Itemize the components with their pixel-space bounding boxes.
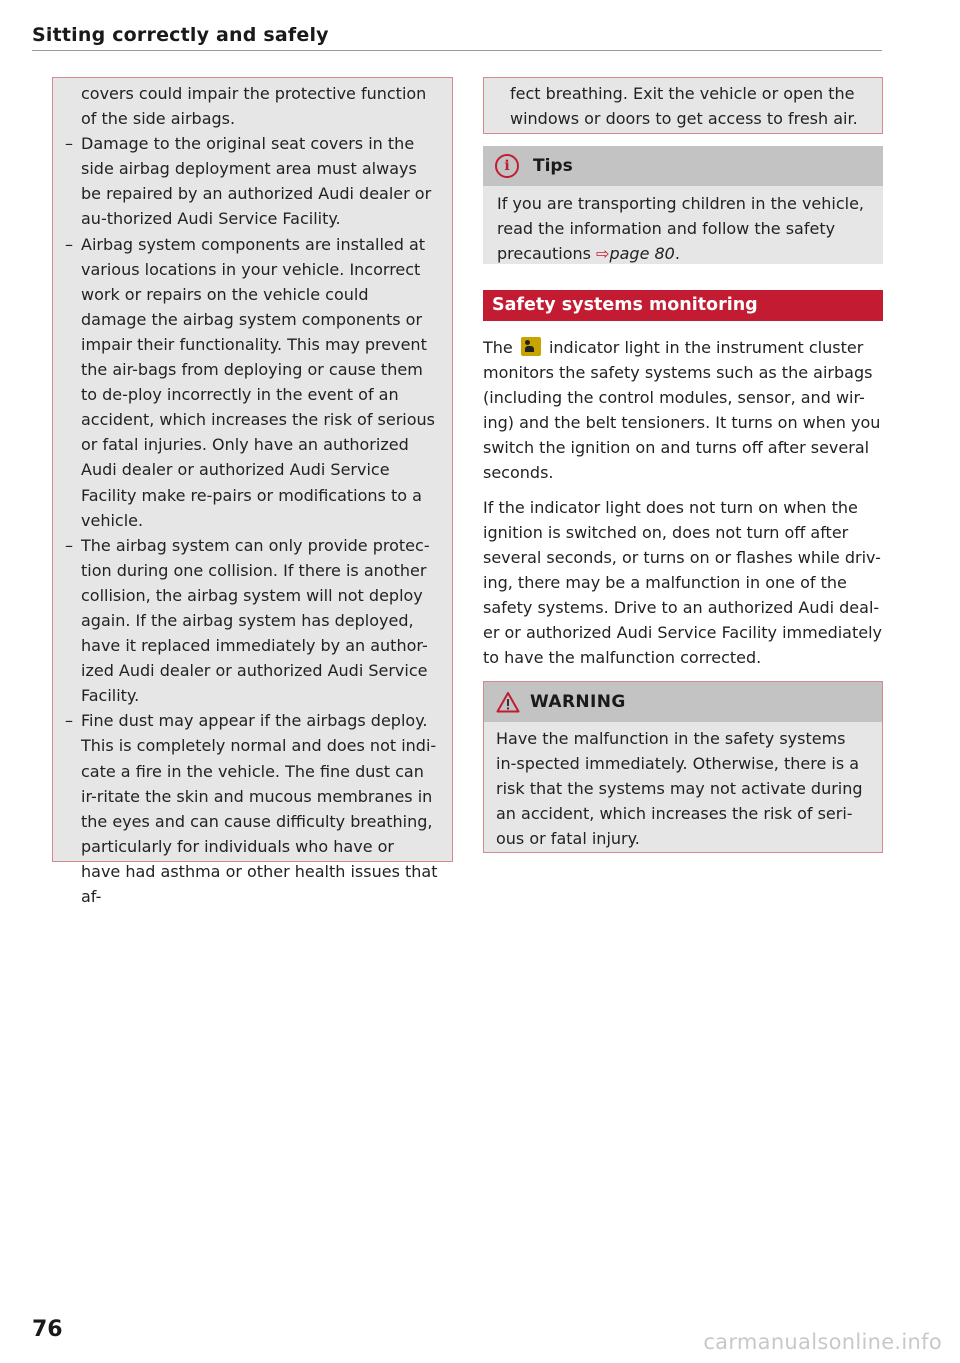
- page-number: 76: [32, 1317, 63, 1342]
- tips-text: If you are transporting children in the vehicle, read the information and follow the safety precautions: [497, 194, 865, 263]
- warning-header: [484, 682, 882, 722]
- section-heading: Safety systems monitoring: [483, 290, 883, 321]
- page-ref-arrow-icon: ⇨: [596, 244, 610, 263]
- box-intro-text: covers could impair the protective function of the side airbags.: [81, 84, 427, 129]
- airbag-indicator-icon: [521, 337, 541, 356]
- section-paragraph-1: [483, 335, 883, 485]
- header-divider: [32, 50, 882, 51]
- paragraph-lead: The: [483, 338, 513, 357]
- tips-end: .: [674, 244, 680, 263]
- warning-body: Have the malfunction in the safety systems in-spected immediately. Otherwise, there is a risk that the systems may not activate during an accident, which increases the risk of seri-ous or fatal injury.: [496, 729, 863, 848]
- tips-title: Tips: [533, 156, 573, 176]
- page-reference-link[interactable]: page 80: [609, 244, 675, 263]
- watermark-text: carmanualsonline.info: [703, 1330, 942, 1354]
- warning-bullet-list: [65, 131, 438, 909]
- warning-title: WARNING: [530, 692, 626, 712]
- list-item: – Airbag system components are installed at various locations in your vehicle. Incorrect work or repairs on the vehicle could damage the airbag system components or impair their functionality. This may prevent the air-bags from deploying or cause them to de-ploy incorrectly in the event of an accident, which increases the risk of serious or fatal injuries. Only have an authorized Audi dealer or authorized Audi Service Facility make re-pairs or modifications to a vehicle.: [65, 232, 438, 533]
- warning-continuation-box-left: [52, 77, 453, 906]
- tips-header: [483, 146, 883, 186]
- tips-body: [483, 186, 883, 266]
- warning-box: [483, 681, 883, 853]
- list-item: – Fine dust may appear if the airbags deploy. This is completely normal and does not indi-cate a fire in the vehicle. The fine dust can ir-ritate the skin and mucous membranes in the eyes and can cause difficulty breathing, particularly for individuals who have or have had asthma or other health issues that af-: [65, 708, 438, 909]
- paragraph-rest: indicator light in the instrument cluster monitors the safety systems such as the airbags (including the control modules, sensor, and wir-ing) and the belt tensioners. It turns on when you switch the ignition on and turns off after several seconds.: [483, 338, 881, 482]
- tips-box: [483, 146, 883, 264]
- list-item: – The airbag system can only provide protec-tion during one collision. If there is another collision, the airbag system will not deploy again. If the airbag system has deployed, have it replaced immediately by an author-ized Audi dealer or authorized Audi Service Facility.: [65, 533, 438, 709]
- list-item: – Damage to the original seat covers in the side airbag deployment area must always be repaired by an authorized Audi dealer or au-thorized Audi Service Facility.: [65, 131, 438, 231]
- continuation-text: fect breathing. Exit the vehicle or open the windows or doors to get access to fresh air.: [510, 84, 858, 129]
- warning-continuation-box-right: [483, 77, 883, 134]
- page-header-title: Sitting correctly and safely: [32, 24, 329, 46]
- warning-triangle-icon: [496, 691, 520, 713]
- info-icon: i: [495, 154, 519, 178]
- section-paragraph-2: If the indicator light does not turn on when the ignition is switched on, does not turn off after several seconds, or turns on or flashes while driv-ing, there may be a malfunction in one of the safety systems. Drive to an authorized Audi deal-er or authorized Audi Service Facility immediately to have the malfunction corrected.: [483, 498, 883, 667]
